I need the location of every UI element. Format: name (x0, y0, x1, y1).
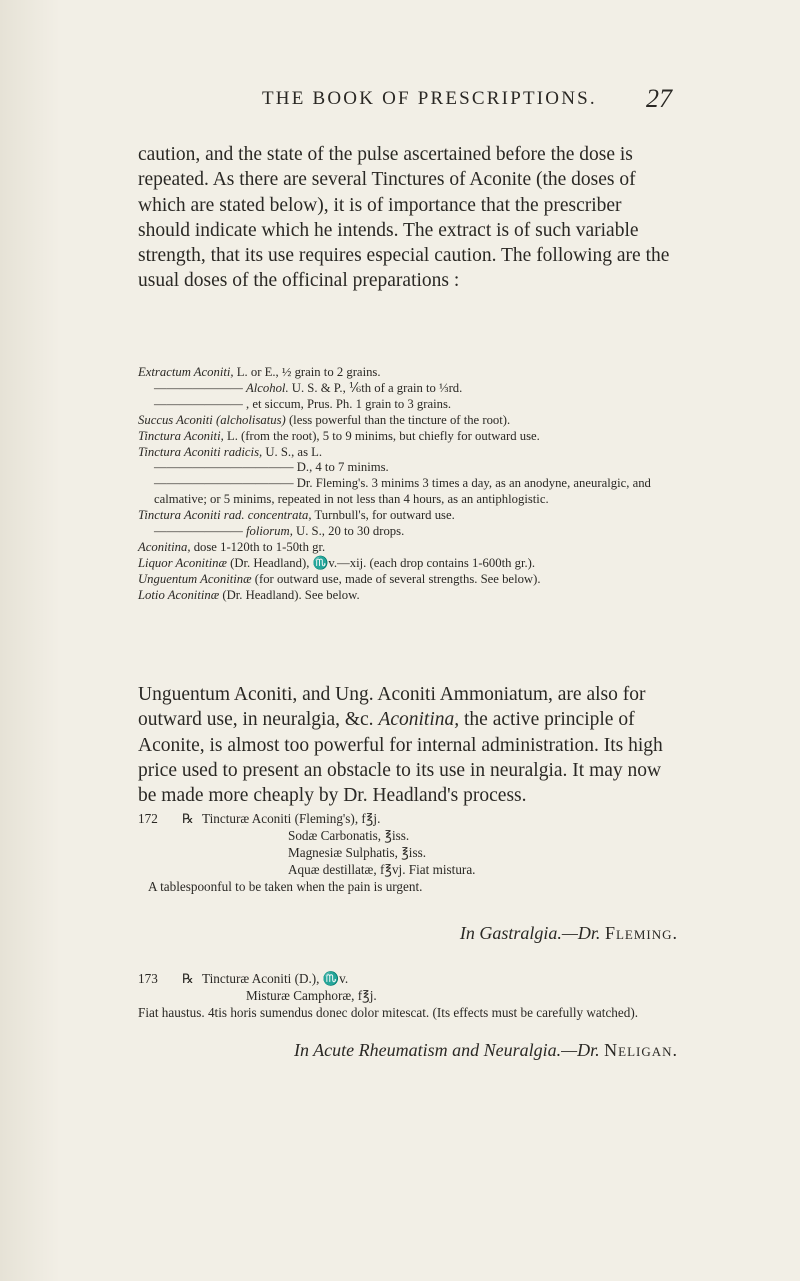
intro-paragraph: caution, and the state of the pulse ascertained before the dose is repeated. As there are several Tinctures of Aconite (the doses of which are stated below), it is of importance that the prescriber should indicate which he intends. The extract is of such variable strength, that its use requires especial caution. The following are the usual doses of the officinal preparations : (138, 144, 670, 292)
list-item: Lotio Aconitinæ (Dr. Headland). See below. (138, 587, 360, 602)
list-item: Extractum Aconiti, L. or E., ½ grain to 2 grains. (138, 365, 381, 379)
list-item: Tinctura Aconiti rad. concentrata, Turnbull's, for outward use. (138, 508, 455, 523)
list-item: ——————— Alcohol. U. S. & P., ⅙th of a grain to ⅓rd. (154, 380, 463, 395)
list-item: Tinctura Aconiti radicis, U. S., as L. (138, 444, 323, 459)
prescription-direction: A tablespoonful to be taken when the pain is urgent. (148, 879, 423, 894)
prescription-line: Magnesiæ Sulphatis, ℥iss. (288, 845, 427, 860)
list-item: Tinctura Aconiti, L. (from the root), 5 to 9 minims, but chiefly for outward use. (138, 428, 540, 443)
prescription-173 (138, 970, 678, 1021)
prescription-line: Aquæ destillatæ, f℥vj. Fiat mistura. (288, 862, 476, 877)
list-item: ——————————— D., 4 to 7 minims. (154, 460, 389, 475)
dose-list (138, 365, 678, 604)
prescription-line: Sodæ Carbonatis, ℥iss. (288, 828, 410, 843)
list-item: Succus Aconiti (alcholisatus) (less powerful than the tincture of the root). (138, 412, 511, 427)
list-item: ——————— foliorum, U. S., 20 to 30 drops. (154, 524, 405, 539)
page-header (0, 84, 800, 120)
prescription-172 (138, 810, 678, 895)
page-number: 27 (646, 84, 672, 113)
prescription-line: 172 ℞ Tincturæ Aconiti (Fleming's), f℥j. (138, 811, 381, 826)
list-item: ——————————— Dr. Fleming's. 3 minims 3 times a day, as an anodyne, aneuralgic, and calmative; or 5 minims, repeated in not less than 4 hours, as an antiphlogistic. (154, 476, 651, 507)
prescription-line: 173 ℞ Tincturæ Aconiti (D.), ♏v. (138, 971, 349, 986)
prescription-attribution: In Gastralgia.—Dr. Fleming. (459, 923, 678, 943)
binding-shadow (0, 0, 60, 1281)
prescription-number: 173 (138, 971, 158, 986)
aconitina-paragraph: Unguentum Aconiti, and Ung. Aconiti Ammoniatum, are also for outward use, in neuralgia, &c. Aconitina, the active principle of Aconite, is almost too powerful for internal administration. Its high price used to present an obstacle to its use in neuralgia. It may now be made more cheaply by Dr. Headland's process. (138, 684, 663, 807)
prescription-line: Misturæ Camphoræ, f℥j. (246, 988, 377, 1003)
prescription-attribution: In Acute Rheumatism and Neuralgia.—Dr. Neligan. (293, 1040, 678, 1060)
list-item: Aconitina, dose 1-120th to 1-50th gr. (138, 539, 326, 554)
list-item: ——————— , et siccum, Prus. Ph. 1 grain to 3 grains. (154, 396, 452, 411)
recipe-symbol: ℞ (182, 971, 194, 986)
list-item: Unguentum Aconitinæ (for outward use, made of several strengths. See below). (138, 571, 541, 586)
prescription-direction: Fiat haustus. 4tis horis sumendus donec dolor mitescat. (Its effects must be carefully watched). (138, 1005, 639, 1020)
prescription-number: 172 (138, 811, 158, 826)
recipe-symbol: ℞ (182, 811, 194, 826)
running-title: THE BOOK OF PRESCRIPTIONS. (262, 88, 597, 109)
list-item: Liquor Aconitinæ (Dr. Headland), ♏v.—xij. (each drop contains 1-600th gr.). (138, 555, 536, 570)
